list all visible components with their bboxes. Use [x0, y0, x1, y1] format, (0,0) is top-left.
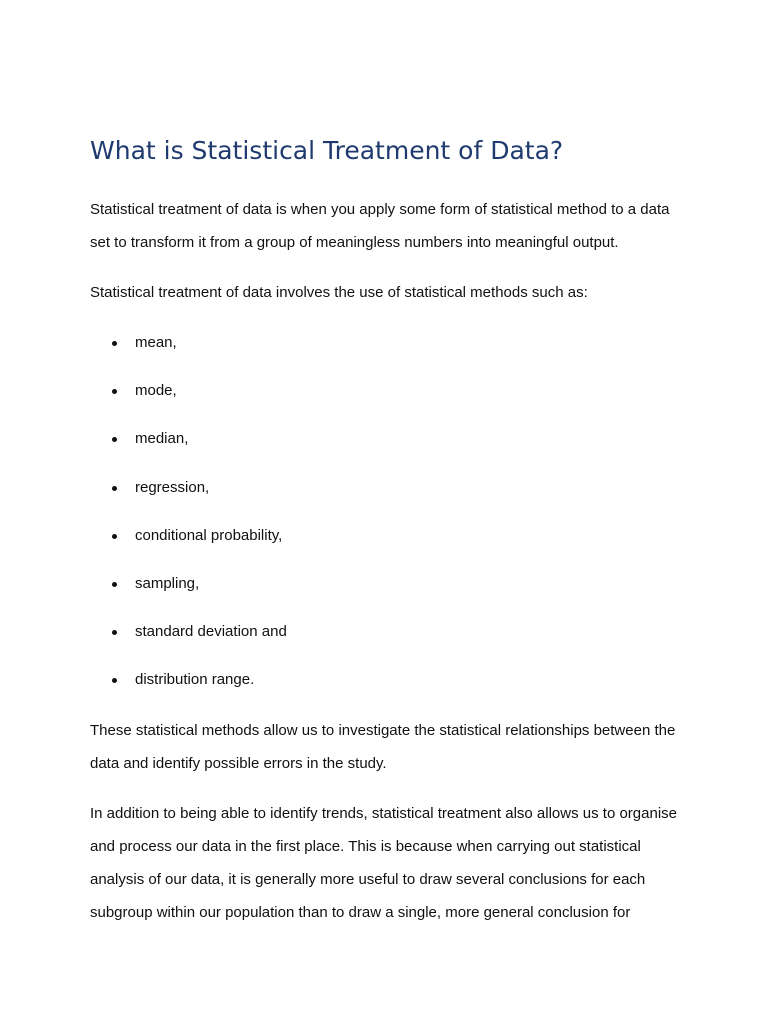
list-item-text: median,: [135, 430, 189, 448]
page-title: What is Statistical Treatment of Data?: [90, 136, 564, 165]
bullet-icon: [112, 486, 117, 491]
list-item-text: distribution range.: [135, 671, 255, 689]
bullet-icon: [112, 630, 117, 635]
document-page: [90, 132, 690, 929]
list-item: [90, 327, 690, 375]
list-item-text: regression,: [135, 478, 210, 496]
list-item: [90, 616, 690, 664]
bullet-icon: [112, 678, 117, 683]
list-item-text: standard deviation and: [135, 623, 287, 641]
list-item: [90, 664, 690, 712]
list-item-text: mode,: [135, 382, 177, 400]
methods-intro-paragraph: Statistical treatment of data involves the use of statistical methods such as:: [90, 284, 588, 301]
list-item: [90, 568, 690, 616]
methods-list: [90, 327, 690, 713]
bullet-icon: [112, 534, 117, 539]
list-item-text: mean,: [135, 334, 177, 351]
list-item: [90, 423, 690, 471]
list-item-text: conditional probability,: [135, 526, 283, 544]
intro-paragraph: Statistical treatment of data is when you apply some form of statistical method to a data set to transform it from a group of meaningless numbers into meaningful output.: [90, 201, 670, 251]
bullet-icon: [112, 437, 117, 442]
trends-paragraph: In addition to being able to identify trends, statistical treatment also allows us to organise and process our data in the first place. This is because when carrying out statistical analysis of our data, it is generally more useful to draw several conclusions for each subgroup within our population than to draw a single, more general conclusion for: [90, 804, 677, 921]
bullet-icon: [112, 389, 117, 394]
list-item: [90, 375, 690, 423]
list-item-text: sampling,: [135, 574, 200, 592]
bullet-icon: [112, 582, 117, 587]
bullet-icon: [112, 341, 117, 346]
relationships-paragraph: These statistical methods allow us to investigate the statistical relationships between the data and identify possible errors in the study.: [90, 721, 676, 772]
list-item: [90, 472, 690, 520]
list-item: [90, 520, 690, 568]
